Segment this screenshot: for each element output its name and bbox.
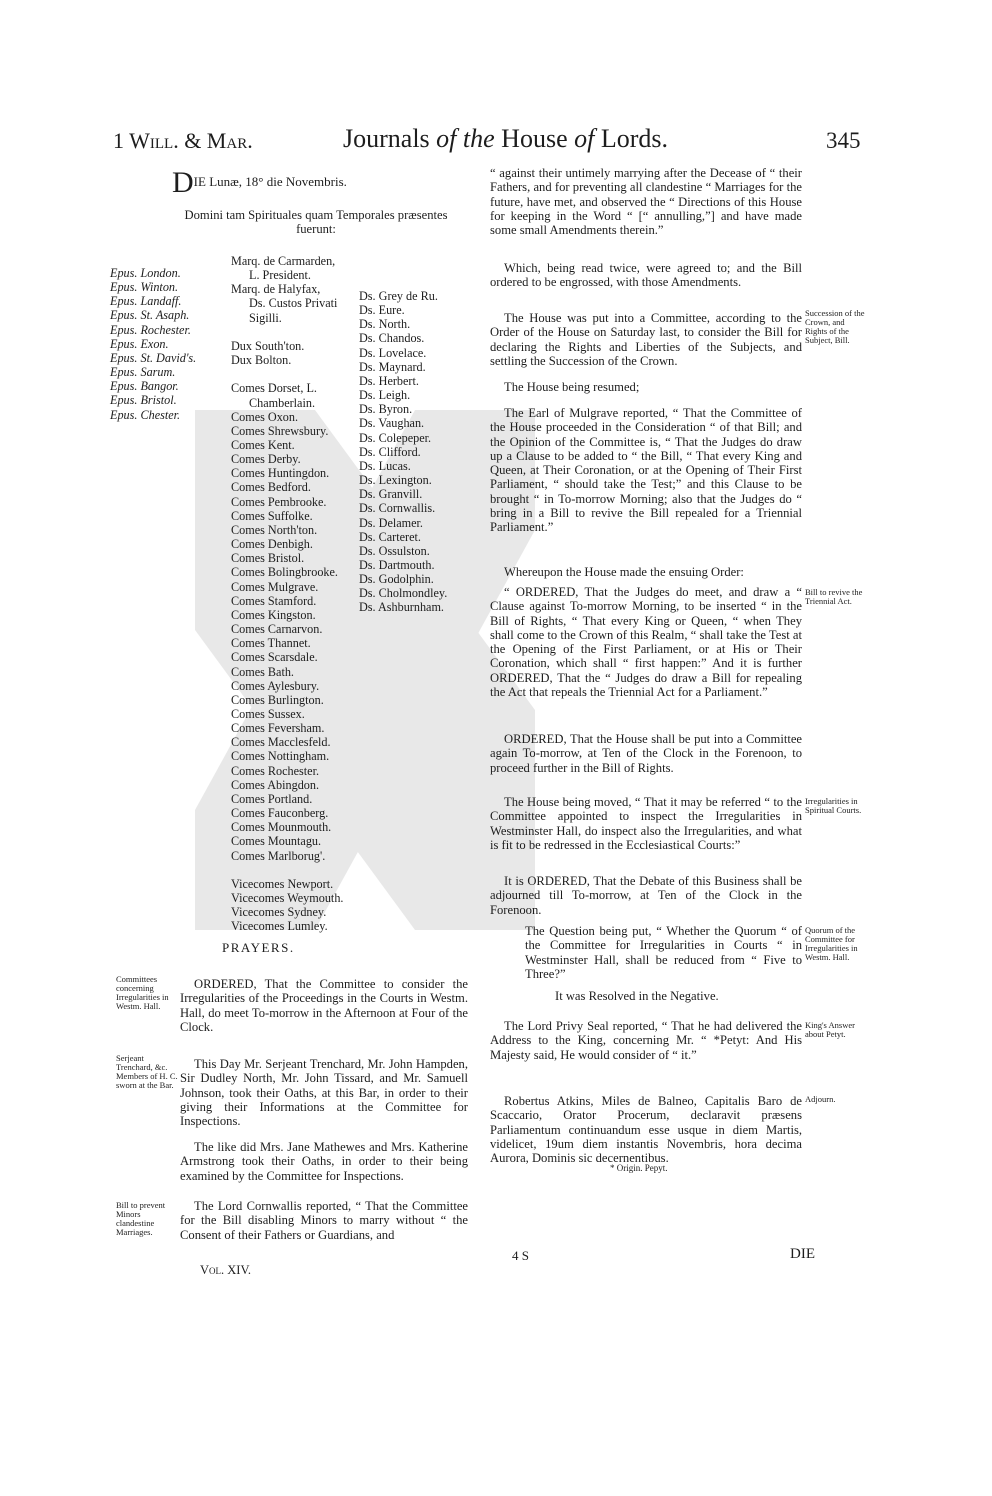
peers-item: Comes Suffolke. [231, 508, 313, 523]
date-line: DIE Lunæ, 18° die Novembris. [172, 166, 347, 199]
peers-item: Comes Kingston. [231, 607, 316, 622]
peers-item: Comes Macclesfeld. [231, 735, 331, 750]
peers-item: Comes Huntingdon. [231, 466, 330, 481]
margin-note-petyt: King's Answer about Petyt. [805, 1020, 855, 1039]
para-cornwallis: The Lord Cornwallis reported, “ That the Committee for the Bill disabling Minors to marry without “ the Consent of their Fathers or Guardians, and [180, 1199, 468, 1242]
peers-item: Comes Bath. [231, 664, 294, 679]
para-resumed: The House being resumed; [504, 380, 640, 394]
barons-item: Ds. Delamer. [359, 515, 423, 530]
bishops-item: Epus. Bristol. [110, 393, 177, 408]
page-number: 345 [826, 128, 861, 153]
peers-item: Comes Feversham. [231, 721, 325, 736]
margin-note-succession: Succession of the Crown, and Rights of the Subject, Bill. [805, 308, 865, 345]
peers-item: Comes Portland. [231, 791, 313, 806]
peers-item: Comes Stamford. [231, 593, 317, 608]
header-title: Journals of the House of Lords. [343, 124, 669, 153]
para-quorum-question: The Question being put, “ Whether the Quorum “ of the Committee for Irregularities in Courts “ in Westminster Hall, shall be reduced from “ Five to Three?” [525, 924, 802, 981]
barons-item: Ds. Chandos. [359, 331, 425, 346]
barons-item: Ds. Granvill. [359, 487, 423, 502]
peers-item: Chamberlain. [249, 395, 315, 410]
para-minors-cont: “ against their untimely marrying after the Decease of “ their Fathers, and for preventing all clandestine “ Marriages for the future, have met, and observed the “ Directions of this House for keeping in the Word “ [“ annulling,”] and have made some small Amendments therein.” [490, 166, 802, 238]
margin-note-triennial: Bill to revive the Triennial Act. [805, 587, 863, 606]
peers-item: Marq. de Halyfax, [231, 282, 321, 297]
barons-item: Ds. Godolphin. [359, 572, 434, 587]
bishops-item: Epus. St. David's. [110, 350, 197, 365]
barons-item: Ds. Clifford. [359, 444, 421, 459]
para-negative: It was Resolved in the Negative. [555, 989, 719, 1003]
bishops-item: Epus. Rochester. [110, 322, 191, 337]
margin-note-quorum: Quorum of the Committee for Irregularities in Westm. Hall. [805, 925, 858, 962]
peers-item: Comes Nottingham. [231, 749, 330, 764]
catchword: DIE [790, 1246, 815, 1262]
peers-item [231, 863, 343, 877]
margin-note-irregularities: Committees concerning Irregularities in Westm. Hall. [116, 974, 169, 1011]
presence-line: Domini tam Spirituales quam Temporales præsentes fuerunt: [184, 208, 448, 237]
peers-item: Comes Bedford. [231, 480, 311, 495]
peers-item: Comes Scarsdale. [231, 650, 318, 665]
barons-list [359, 289, 447, 615]
margin-note-spiritual: Irregularities in Spiritual Courts. [805, 796, 862, 815]
bishops-item: Epus. Winton. [110, 280, 179, 295]
barons-item: Ds. Lovelace. [359, 345, 427, 360]
bishops-item: Epus. Sarum. [110, 365, 176, 380]
barons-item: Ds. Ashburnham. [359, 600, 444, 615]
para-oaths: This Day Mr. Serjeant Trenchard, Mr. John Hampden, Sir Dudley North, Mr. John Tissard, and Mr. Samuell Johnson, took their Oaths, at this Bar, in order to their giving their Informations at the Committee for Inspections. [180, 1057, 468, 1129]
peers-item: Comes Fauconberg. [231, 806, 329, 821]
para-agreed: Which, being read twice, were agreed to; and the Bill ordered to be engrossed, with those Amendments. [490, 261, 802, 290]
peers-item: Comes Kent. [231, 438, 295, 452]
margin-note-serjeant: Serjeant Trenchard, &c. Members of H. C. sworn at the Bar. [116, 1053, 178, 1090]
para-mulgrave: The Earl of Mulgrave reported, “ That the Committee of the House proceeded in the Consideration “ of that Bill; and the Opinion of the Committee is, “ That the Judges do draw up a Clause to be added to “ the Bill, “ That every King and Queen, at Their Coronation, or at the Opening of Their First Parliament, “ should take the Test;” and this Clause to be brought “ in To-morrow Morning; also that the Judges do “ bring in a Bill to revive the Bill repealed for a Triennial Parliament.” [490, 406, 802, 535]
barons-item: Ds. Lucas. [359, 458, 411, 473]
peers-item: Sigilli. [249, 310, 282, 325]
peers-item: L. President. [249, 268, 311, 283]
peers-item: Comes Rochester. [231, 763, 320, 778]
peers-item: Comes Oxon. [231, 409, 299, 424]
volume-footer: Vol. XIV. [200, 1263, 252, 1277]
bishops-item: Epus. Exon. [110, 336, 169, 351]
margin-note-minors: Bill to prevent Minors clandestine Marriages. [116, 1200, 166, 1237]
barons-item: Ds. North. [359, 317, 411, 332]
barons-item: Ds. Grey de Ru. [359, 289, 438, 303]
peers-item: Comes Aylesbury. [231, 678, 320, 693]
peers-item: Comes Thannet. [231, 636, 311, 651]
peers-item: Dux Bolton. [231, 353, 292, 368]
para-committee-tomorrow: ORDERED, That the House shall be put into a Committee again To-morrow, at Ten of the Clock in the Forenoon, to proceed further in the Bill of Rights. [490, 732, 802, 775]
peers-item: Comes Bristol. [231, 551, 305, 566]
para-adjournment: Robertus Atkins, Miles de Balneo, Capitalis Baro de Scaccario, Orator Procerum, declaravit præsens Parliamentum continuandum esse usque in diem Martis, videlicet, 19um diem instantis Novembris, hora decima Aurora, Dominis sic decernentibus. [490, 1094, 802, 1166]
peers-item: Vicecomes Weymouth. [231, 890, 344, 905]
barons-item: Ds. Cornwallis. [359, 501, 436, 516]
para-debate-adjourned: It is ORDERED, That the Debate of this Business shall be adjourned till To-morrow, at Ten of the Clock in the Forenoon. [490, 874, 802, 917]
para-mathewes: The like did Mrs. Jane Mathewes and Mrs. Katherine Armstrong took their Oaths, in order to their being examined by the Committee for Inspections. [180, 1140, 468, 1183]
para-order-committee: ORDERED, That the Committee to consider the Irregularities of the Proceedings in the Courts in Westm. Hall, do meet To-morrow in the Afternoon at Four of the Clock. [180, 977, 468, 1034]
peers-item: Comes Shrewsbury. [231, 423, 329, 438]
margin-note-adjourn: Adjourn. [805, 1094, 836, 1104]
para-committee-succession: The House was put into a Committee, according to the Order of the House on Saturday last, to consider the Bill for declaring the Rights and Liberties of the Subjects, and settling the Succession of the Crown. [490, 311, 802, 368]
barons-item: Ds. Vaughan. [359, 416, 425, 431]
barons-item: Ds. Eure. [359, 303, 405, 318]
peers-item: Marq. de Carmarden, [231, 254, 336, 268]
peers-item: Comes Marlborug'. [231, 848, 326, 863]
peers-item: Comes Carnarvon. [231, 622, 323, 637]
peers-item: Comes Dorset, L. [231, 381, 317, 396]
signature-mark: 4 S [512, 1248, 529, 1263]
peers-item: Vicecomes Newport. [231, 876, 334, 891]
peers-item: Comes Mountagu. [231, 834, 322, 849]
peers-item [231, 367, 343, 381]
para-judges-order: “ ORDERED, That the Judges do meet, and draw a “ Clause against To-morrow Morning, to be inserted “ in the Bill of Rights, “ That every King or Queen, “ when They shall come to the Crown of this Realm, “ shall take the Test at the Opening of the First Parliament, or at His or Their Coronation, which shall “ first happen:” And it is further ORDERED, That the “ Judges do draw a Bill for repealing the Act that repeals the Triennial Act for a Parliament.” [490, 585, 802, 700]
barons-item: Ds. Ossulston. [359, 543, 430, 558]
peers-item: Comes Derby. [231, 452, 301, 467]
peers-item: Ds. Custos Privati [249, 296, 338, 311]
peers-item: Comes Sussex. [231, 706, 305, 721]
peers-item: Comes Denbigh. [231, 537, 313, 552]
barons-item: Ds. Carteret. [359, 529, 421, 544]
prayers-heading: PRAYERS. [222, 940, 295, 955]
barons-item: Ds. Cholmondley. [359, 586, 448, 601]
barons-item: Ds. Colepeper. [359, 430, 432, 445]
peers-item: Comes Burlington. [231, 692, 324, 707]
bishops-item: Epus. London. [110, 266, 181, 280]
header-left: 1 Will. & Mar. [113, 128, 253, 153]
peers-item [231, 325, 343, 339]
peers-list [231, 254, 343, 933]
para-whereupon: Whereupon the House made the ensuing Order: [504, 565, 744, 579]
peers-item: Dux South'ton. [231, 338, 305, 353]
para-privy-seal: The Lord Privy Seal reported, “ That he had delivered the Address to the King, concerning Mr. “ *Petyt: And His Majesty said, He would consider of “ it.” [490, 1019, 802, 1062]
footnote: * Origin. Pepyt. [610, 1163, 668, 1173]
barons-item: Ds. Lexington. [359, 473, 432, 488]
barons-item: Ds. Herbert. [359, 373, 419, 388]
barons-item: Ds. Dartmouth. [359, 557, 435, 572]
barons-item: Ds. Maynard. [359, 359, 426, 374]
barons-item: Ds. Leigh. [359, 388, 411, 403]
peers-item: Comes Mulgrave. [231, 579, 319, 594]
barons-item: Ds. Byron. [359, 402, 413, 417]
peers-item: Comes Pembrooke. [231, 494, 327, 509]
bishops-list [110, 266, 196, 422]
peers-item: Vicecomes Sydney. [231, 905, 327, 920]
bishops-item: Epus. Landaff. [110, 294, 182, 309]
peers-item: Comes North'ton. [231, 522, 318, 537]
bishops-item: Epus. St. Asaph. [110, 308, 190, 323]
peers-item: Comes Abingdon. [231, 777, 320, 792]
peers-item: Comes Mounmouth. [231, 820, 332, 835]
peers-item: Vicecomes Lumley. [231, 919, 328, 934]
peers-item: Comes Bolingbrooke. [231, 565, 338, 580]
bishops-item: Epus. Chester. [110, 407, 181, 422]
bishops-item: Epus. Bangor. [110, 379, 179, 394]
para-moved: The House being moved, “ That it may be referred “ to the Committee appointed to inspect the Irregularities in Westminster Hall, do inspect also the Irregularities, and what is fit to be redressed in the Ecclesiastical Courts:” [490, 795, 802, 852]
